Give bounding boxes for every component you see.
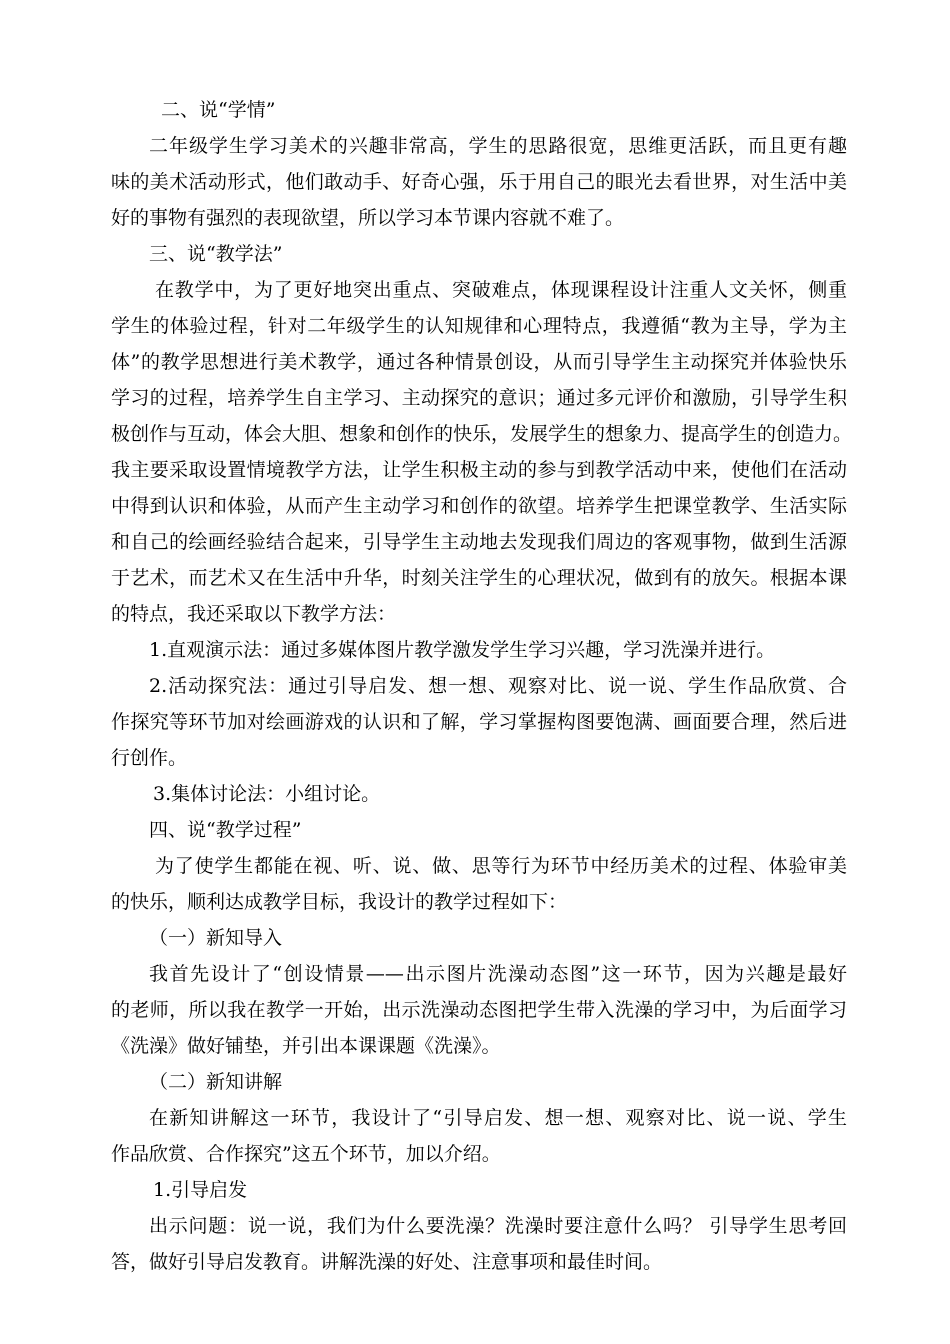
document-body [111,92,853,1280]
paragraph-line: 在新知讲解这一环节，我设计了“引导启发、想一想、观察对比、说一说、学生 [149,1107,847,1129]
paragraph-line: 作探究等环节加对绘画游戏的认识和了解，学习掌握构图要饱满、画面要合理，然后进 [111,711,847,733]
paragraph-line: 好的事物有强烈的表现欲望，所以学习本节课内容就不难了。 [111,207,625,229]
paragraph-line: 行创作。 [111,747,188,769]
paragraph-line: 体”的教学思想进行美术教学，通过各种情景创设，从而引导学生主动探究并体验快乐 [111,351,847,373]
paragraph-line: 学习的过程，培养学生自主学习、主动探究的意识；通过多元评价和激励，引导学生积 [111,387,847,409]
section-heading-4: 四、说“教学过程” [149,819,302,841]
subsection-heading-1: （一）新知导入 [149,927,283,949]
paragraph-line: 为了使学生都能在视、听、说、做、思等行为环节中经历美术的过程、体验审美 [155,855,847,877]
paragraph-line: 作品欣赏、合作探究”这五个环节，加以介绍。 [111,1143,501,1165]
paragraph-line: 在教学中，为了更好地突出重点、突破难点，体现课程设计注重人文关怀，侧重 [155,279,847,301]
paragraph-line: 出示问题：说一说，我们为什么要洗澡？洗澡时要注意什么吗？ 引导学生思考回 [149,1215,847,1237]
paragraph-line: 学生的体验过程，针对二年级学生的认知规律和心理特点，我遵循“教为主导，学为主 [111,315,847,337]
paragraph-line: 的快乐，顺利达成教学目标，我设计的教学过程如下： [111,891,568,913]
paragraph-line: 《洗澡》做好铺垫，并引出本课课题《洗澡》。 [111,1035,501,1057]
paragraph-line: 答，做好引导启发教育。讲解洗澡的好处、注意事项和最佳时间。 [111,1251,663,1273]
section-heading-3: 三、说“教学法” [149,243,283,265]
list-item-3: 3.集体讨论法：小组讨论。 [153,783,381,805]
subsection-heading-2: （二）新知讲解 [149,1071,283,1093]
paragraph-line: 我首先设计了“创设情景——出示图片洗澡动态图”这一环节，因为兴趣是最好 [149,963,847,985]
list-item-1: 1.直观演示法：通过多媒体图片教学激发学生学习兴趣，学习洗澡并进行。 [149,639,776,661]
step-heading-1: 1.引导启发 [153,1179,248,1201]
paragraph-line: 和自己的绘画经验结合起来，引导学生主动地去发现我们周边的客观事物，做到生活源 [111,531,847,553]
paragraph-line: 中得到认识和体验，从而产生主动学习和创作的欲望。培养学生把课堂教学、生活实际 [111,495,847,517]
paragraph-line: 于艺术，而艺术又在生活中升华，时刻关注学生的心理状况，做到有的放矢。根据本课 [111,567,847,589]
paragraph-line: 味的美术活动形式，他们敢动手、好奇心强，乐于用自己的眼光去看世界，对生活中美 [111,171,847,193]
paragraph-line: 我主要采取设置情境教学方法，让学生积极主动的参与到教学活动中来，使他们在活动 [111,459,847,481]
list-item-2: 2.活动探究法：通过引导启发、想一想、观察对比、说一说、学生作品欣赏、合 [149,675,847,697]
paragraph-line: 的老师，所以我在教学一开始，出示洗澡动态图把学生带入洗澡的学习中，为后面学习 [111,999,847,1021]
paragraph-line: 极创作与互动，体会大胆、想象和创作的快乐，发展学生的想象力、提高学生的创造力。 [111,423,853,445]
section-heading-2: 二、说“学情” [161,99,276,121]
paragraph-line: 二年级学生学习美术的兴趣非常高，学生的思路很宽，思维更活跃，而且更有趣 [149,135,847,157]
paragraph-line: 的特点，我还采取以下教学方法： [111,603,397,625]
